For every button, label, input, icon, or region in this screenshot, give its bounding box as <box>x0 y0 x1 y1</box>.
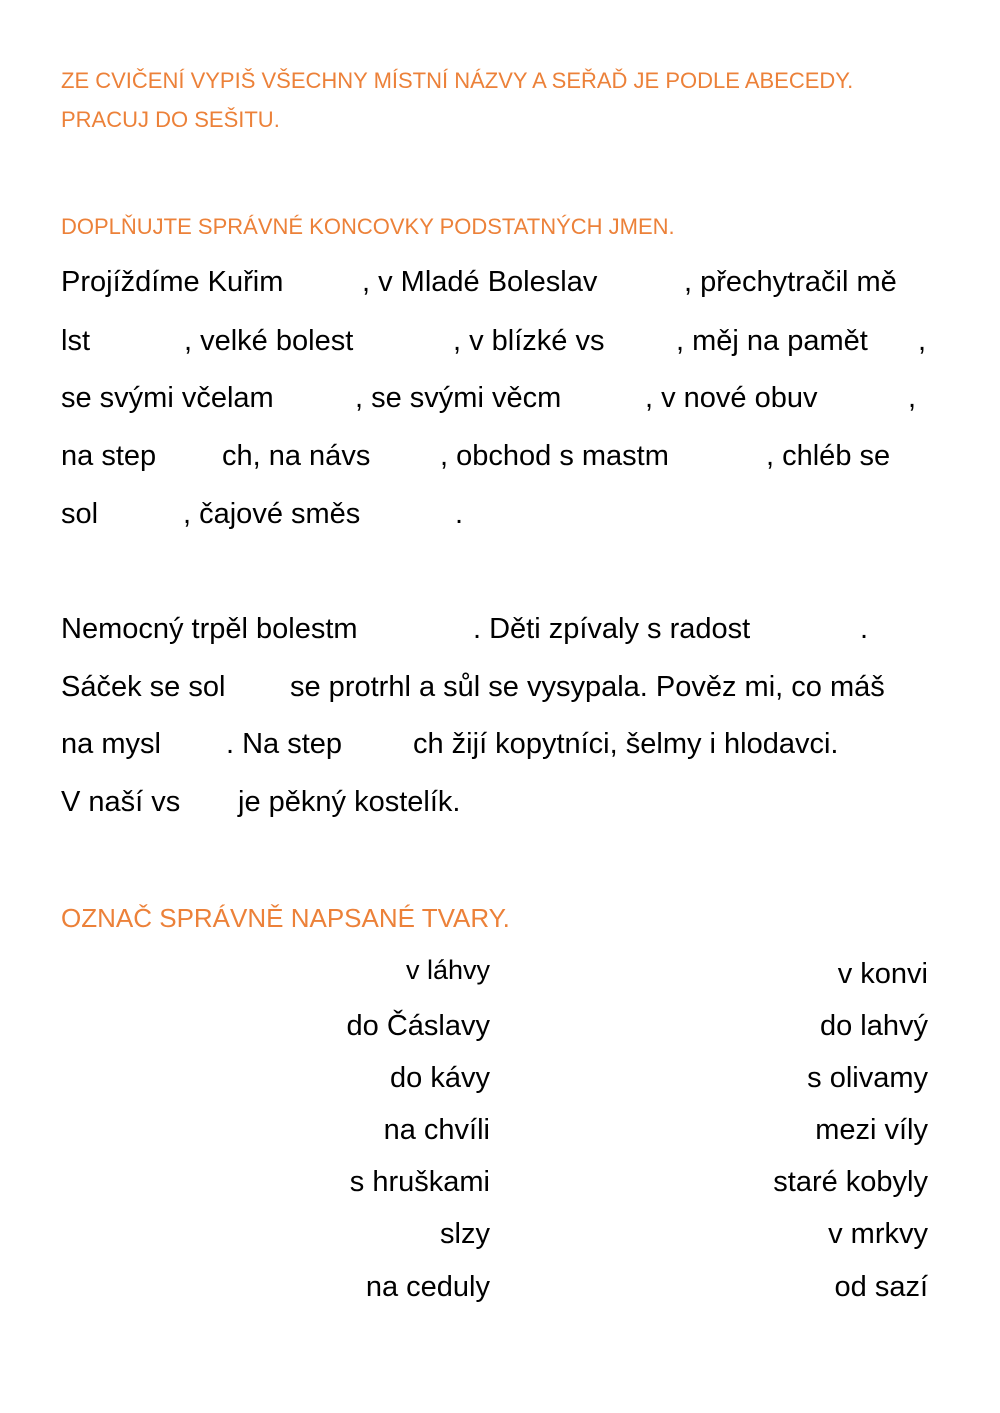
phrase-text: na step <box>61 440 157 472</box>
phrase-text: , velké bolest <box>184 325 354 357</box>
answer-option[interactable]: s olivamy <box>807 1062 928 1094</box>
answer-option[interactable]: v láhvy <box>405 955 490 985</box>
phrase-text: , v nové obuv <box>645 382 818 414</box>
phrase-text: ch, na návs <box>222 440 371 472</box>
phrase-text: se svými včelam <box>61 382 274 414</box>
phrase-text: , chléb se <box>766 440 891 472</box>
answer-option[interactable]: staré kobyly <box>773 1166 928 1198</box>
sentence-text: ch žijí kopytníci, šelmy i hlodavci. <box>413 728 839 760</box>
phrase-text: sol <box>61 498 99 530</box>
instruction-place-names: ZE CVIČENÍ VYPIŠ VŠECHNY MÍSTNÍ NÁZVY A SEŘAĎ JE PODLE ABECEDY. <box>61 68 854 93</box>
ending-gap-input[interactable] <box>163 726 224 762</box>
phrase-text: , přechytračil mě <box>684 266 897 298</box>
answer-option[interactable]: do kávy <box>390 1062 490 1094</box>
ending-gap-input[interactable] <box>752 611 858 647</box>
sentence-text: . Na step <box>226 728 343 760</box>
sentence-text: je pěkný kostelík. <box>238 786 461 818</box>
ending-gap-input[interactable] <box>606 323 672 359</box>
phrase-text: Projíždíme Kuřim <box>61 266 284 298</box>
answer-option[interactable]: mezi víly <box>815 1114 928 1146</box>
phrase-text: , <box>908 382 917 414</box>
ending-gap-input[interactable] <box>344 726 411 762</box>
phrase-text: lst <box>61 325 90 357</box>
ending-gap-input[interactable] <box>872 323 914 359</box>
phrase-text: , v blízké vs <box>453 325 605 357</box>
phrase-text: , <box>918 325 927 357</box>
answer-option[interactable]: do Čáslavy <box>346 1010 490 1042</box>
answer-option[interactable]: slzy <box>440 1218 490 1250</box>
answer-option[interactable]: v konvi <box>837 958 928 990</box>
ending-gap-input[interactable] <box>362 496 453 532</box>
phrase-text: , obchod s mastm <box>440 440 669 472</box>
answer-option[interactable]: s hruškami <box>349 1166 490 1198</box>
answer-option[interactable]: do lahvý <box>819 1010 928 1042</box>
sentence-text: Nemocný trpěl bolestm <box>61 613 358 645</box>
sentence-text: V naší vs <box>61 786 181 818</box>
ending-gap-input[interactable] <box>158 438 220 474</box>
instruction-fill-endings: DOPLŇUJTE SPRÁVNÉ KONCOVKY PODSTATNÝCH JMEN. <box>61 214 675 239</box>
answer-option[interactable]: na chvíli <box>383 1114 490 1146</box>
sentence-text: Sáček se sol <box>61 671 226 703</box>
ending-gap-input[interactable] <box>564 380 642 416</box>
sentence-text: se protrhl a sůl se vysypala. Pověz mi, co máš <box>290 671 885 703</box>
phrase-text: , se svými věcm <box>355 382 562 414</box>
ending-gap-input[interactable] <box>606 264 680 300</box>
answer-option[interactable]: od sazí <box>834 1271 928 1303</box>
ending-gap-input[interactable] <box>372 438 438 474</box>
ending-gap-input[interactable] <box>228 669 288 705</box>
ending-gap-input[interactable] <box>94 323 180 359</box>
ending-gap-input[interactable] <box>822 380 906 416</box>
sentence-text: . <box>860 613 869 645</box>
instruction-mark-correct: OZNAČ SPRÁVNĚ NAPSANÉ TVARY. <box>61 903 510 933</box>
phrase-text: , čajové směs <box>183 498 361 530</box>
answer-option[interactable]: na ceduly <box>365 1271 490 1303</box>
ending-gap-input[interactable] <box>100 496 181 532</box>
ending-gap-input[interactable] <box>358 323 449 359</box>
answer-option[interactable]: v mrkvy <box>828 1218 928 1250</box>
sentence-text: na mysl <box>61 728 161 760</box>
ending-gap-input[interactable] <box>290 264 358 300</box>
sentence-text: . Děti zpívaly s radost <box>473 613 751 645</box>
instruction-place-names-continued: PRACUJ DO SEŠITU. <box>61 107 280 132</box>
phrase-text: . <box>455 498 464 530</box>
ending-gap-input[interactable] <box>278 380 352 416</box>
phrase-text: , měj na pamět <box>676 325 868 357</box>
phrase-text: , v Mladé Boleslav <box>362 266 598 298</box>
ending-gap-input[interactable] <box>362 611 471 647</box>
ending-gap-input[interactable] <box>181 784 236 820</box>
ending-gap-input[interactable] <box>672 438 764 474</box>
